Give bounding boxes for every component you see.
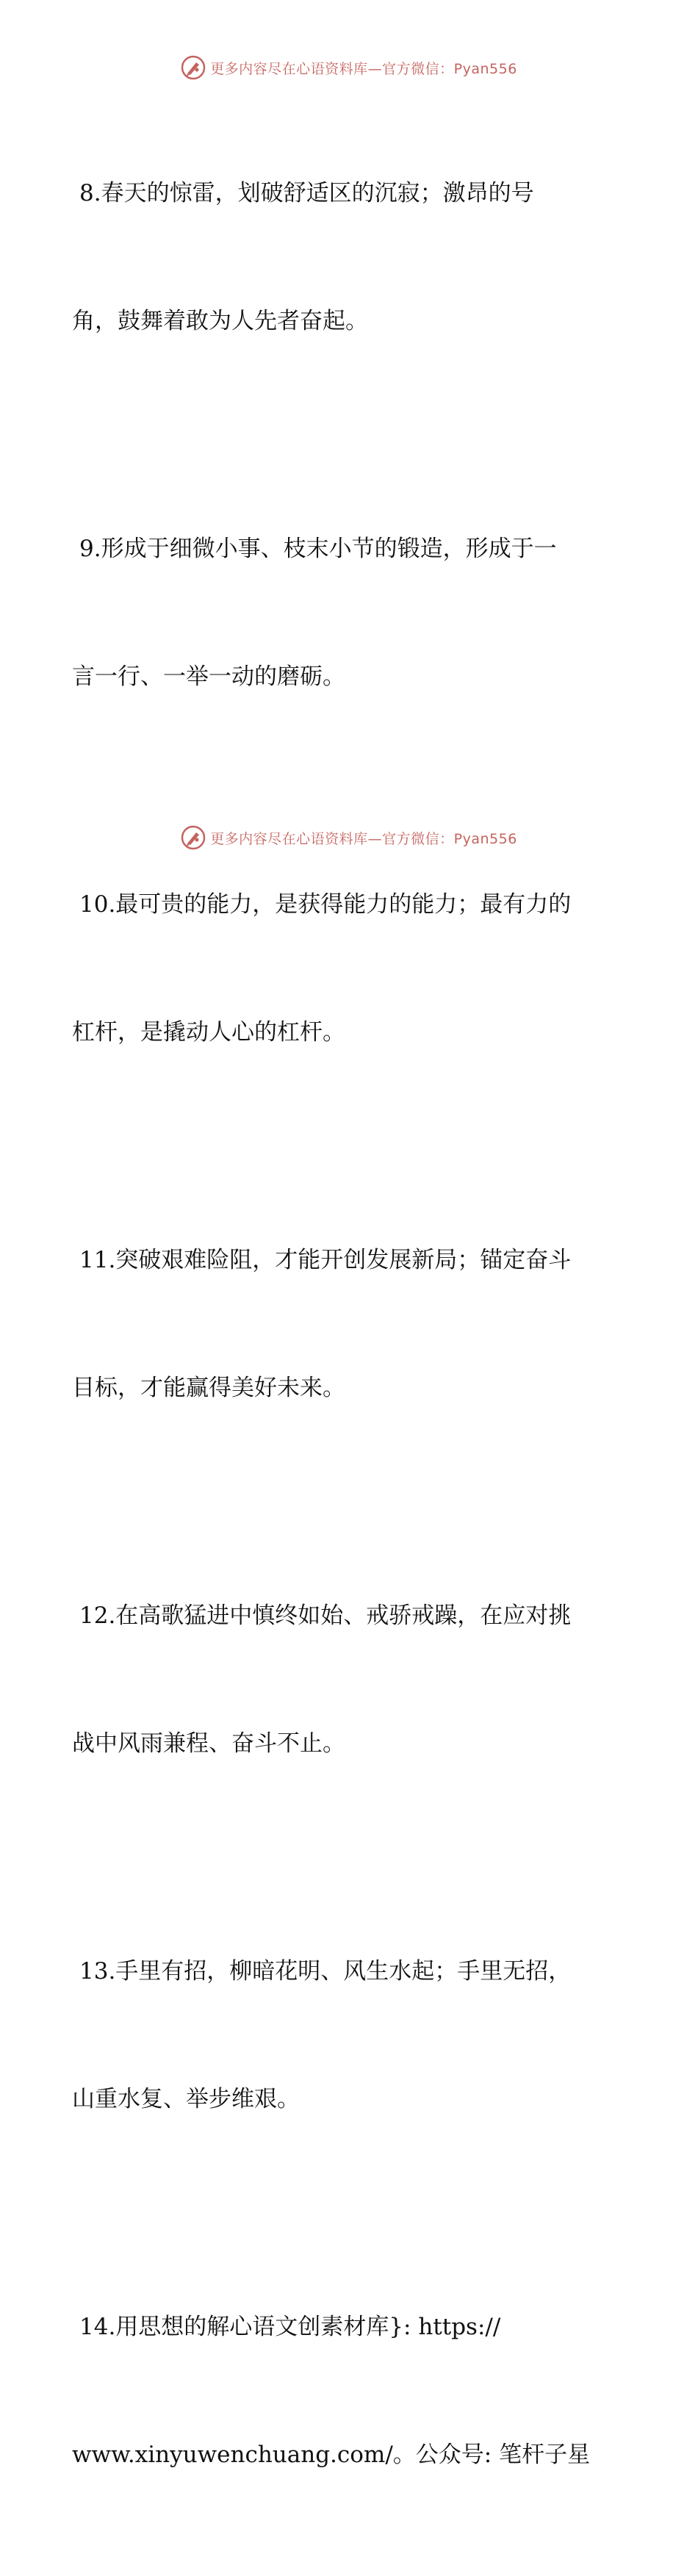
paragraph-line: www.xinyuwenchuang.com/。公众号: 笔杆子星 xyxy=(72,2442,591,2468)
paragraph-9 xyxy=(72,442,630,783)
paragraph-line: 战中风雨兼程、奋斗不止。 xyxy=(72,1730,345,1757)
paragraph-line: 14.用思想的解心语文创素材库}: https:// xyxy=(79,2314,501,2340)
header-banner xyxy=(0,53,698,82)
paragraph-line: 言一行、一举一动的磨砺。 xyxy=(72,663,345,690)
paragraph-line: 目标，才能赢得美好未来。 xyxy=(72,1375,345,1401)
paragraph-line: 8.春天的惊雷，划破舒适区的沉寂；激昂的号 xyxy=(79,180,534,206)
paragraph-line: 12.在高歌猛进中慎终如始、戒骄戒躁，在应对挑 xyxy=(79,1602,572,1629)
footer-banner xyxy=(0,823,698,852)
paragraph-line: 山重水复、举步维艰。 xyxy=(72,2086,300,2112)
pen-logo-icon xyxy=(181,55,206,80)
paragraph-11 xyxy=(72,1154,630,1494)
pen-logo-icon xyxy=(181,825,206,850)
document-body xyxy=(72,87,630,2576)
footer-banner-text: 更多内容尽在心语资料库—官方微信：Pyan556 xyxy=(210,830,517,847)
paragraph-14 xyxy=(72,2220,630,2561)
paragraph-line: 角，鼓舞着敢为人先者奋起。 xyxy=(72,308,368,334)
paragraph-line: 11.突破艰难险阻，才能开创发展新局；锚定奋斗 xyxy=(79,1247,572,1273)
paragraph-line: 9.形成于细微小事、枝末小节的锻造，形成于一 xyxy=(79,536,557,562)
paragraph-12 xyxy=(72,1509,630,1850)
paragraph-line: 10.最可贵的能力，是获得能力的能力；最有力的 xyxy=(79,891,572,918)
paragraph-line: 杠杆，是撬动人心的杠杆。 xyxy=(72,1019,345,1046)
header-banner-text: 更多内容尽在心语资料库—官方微信：Pyan556 xyxy=(210,60,517,77)
paragraph-line: 13.手里有招，柳暗花明、风生水起；手里无招， xyxy=(79,1958,572,1985)
paragraph-8 xyxy=(72,87,630,428)
paragraph-13 xyxy=(72,1865,630,2206)
